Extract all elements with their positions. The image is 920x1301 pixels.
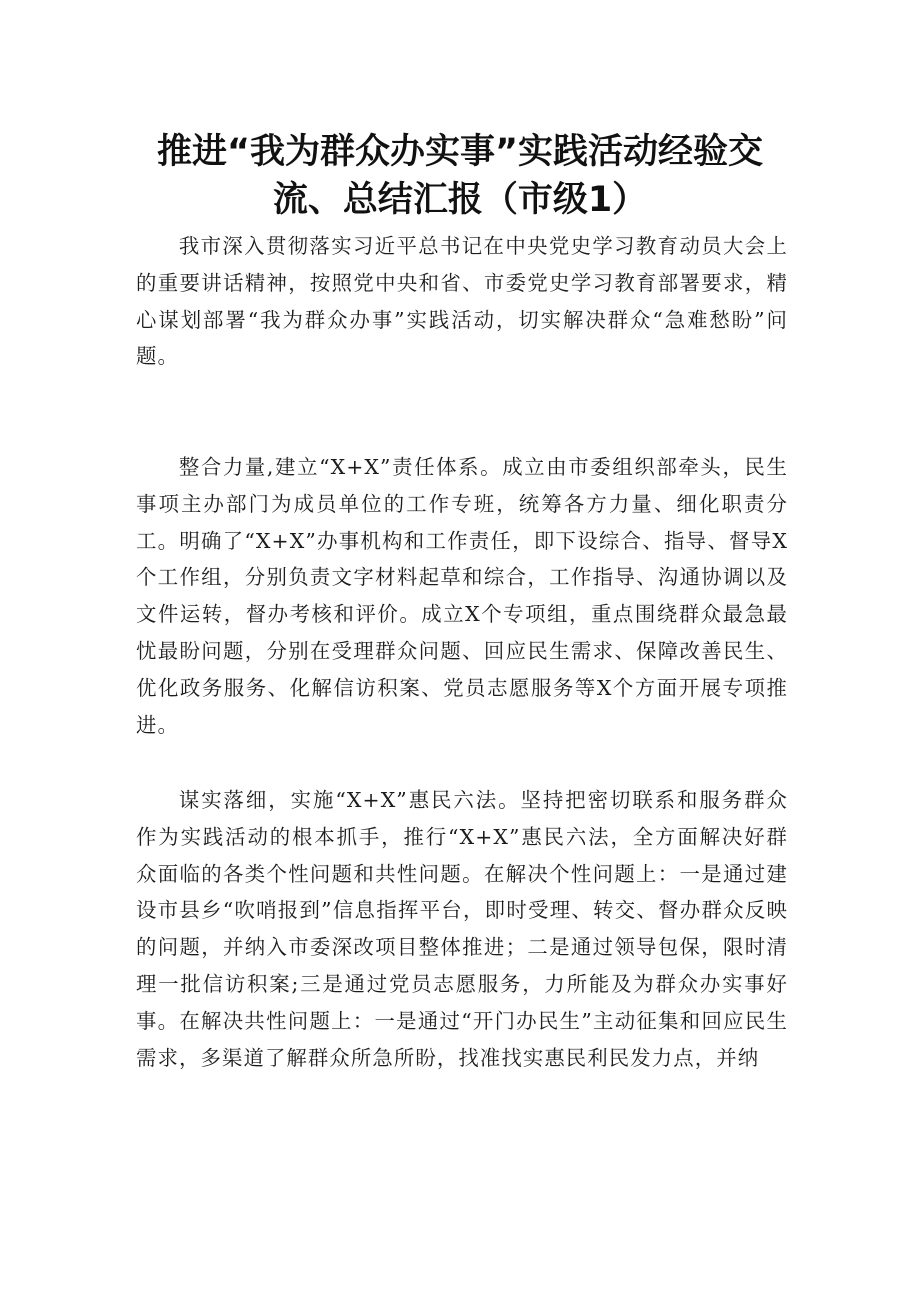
- document-title-line-2: 流、总结汇报（市级1）: [272, 180, 648, 220]
- document-title-line-1: 推进“我为群众办实事”实践活动经验交: [156, 132, 763, 172]
- paragraph-responsibility-system: 整合力量,建立“X+X”责任体系。成立由市委组织部牵头，民生事项主办部门为成员单位的工作专班，统筹各方力量、细化职责分工。明确了“X+X”办事机构和工作责任，即下设综合、指导、督导X个工作组，分别负责文字材料起草和综合，工作指导、沟通协调以及文件运转，督办考核和评价。成立X个专项组，重点围绕群众最急最忧最盼问题，分别在受理群众问题、回应民生需求、保障改善民生、优化政务服务、化解信访积案、党员志愿服务等X个方面开展专项推进。: [136, 455, 788, 737]
- paragraph-six-methods: 谋实落细，实施“X+X”惠民六法。坚持把密切联系和服务群众作为实践活动的根本抓手，推行“X+X”惠民六法，全方面解决好群众面临的各类个性问题和共性问题。在解决个性问题上：一是通过建设市县乡“吹哨报到”信息指挥平台，即时受理、转交、督办群众反映的问题，并纳入市委深改项目整体推进；二是通过领导包保，限时清理一批信访积案;三是通过党员志愿服务，力所能及为群众办实事好事。在解决共性问题上：一是通过“开门办民生”主动征集和回应民生需求，多渠道了解群众所急所盼，找准找实惠民利民发力点，并纳: [136, 788, 788, 1070]
- paragraph-intro: 我市深入贯彻落实习近平总书记在中央党史学习教育动员大会上的重要讲话精神，按照党中央和省、市委党史学习教育部署要求，精心谋划部署“我为群众办事”实践活动，切实解决群众“急难愁盼”问题。: [136, 234, 788, 369]
